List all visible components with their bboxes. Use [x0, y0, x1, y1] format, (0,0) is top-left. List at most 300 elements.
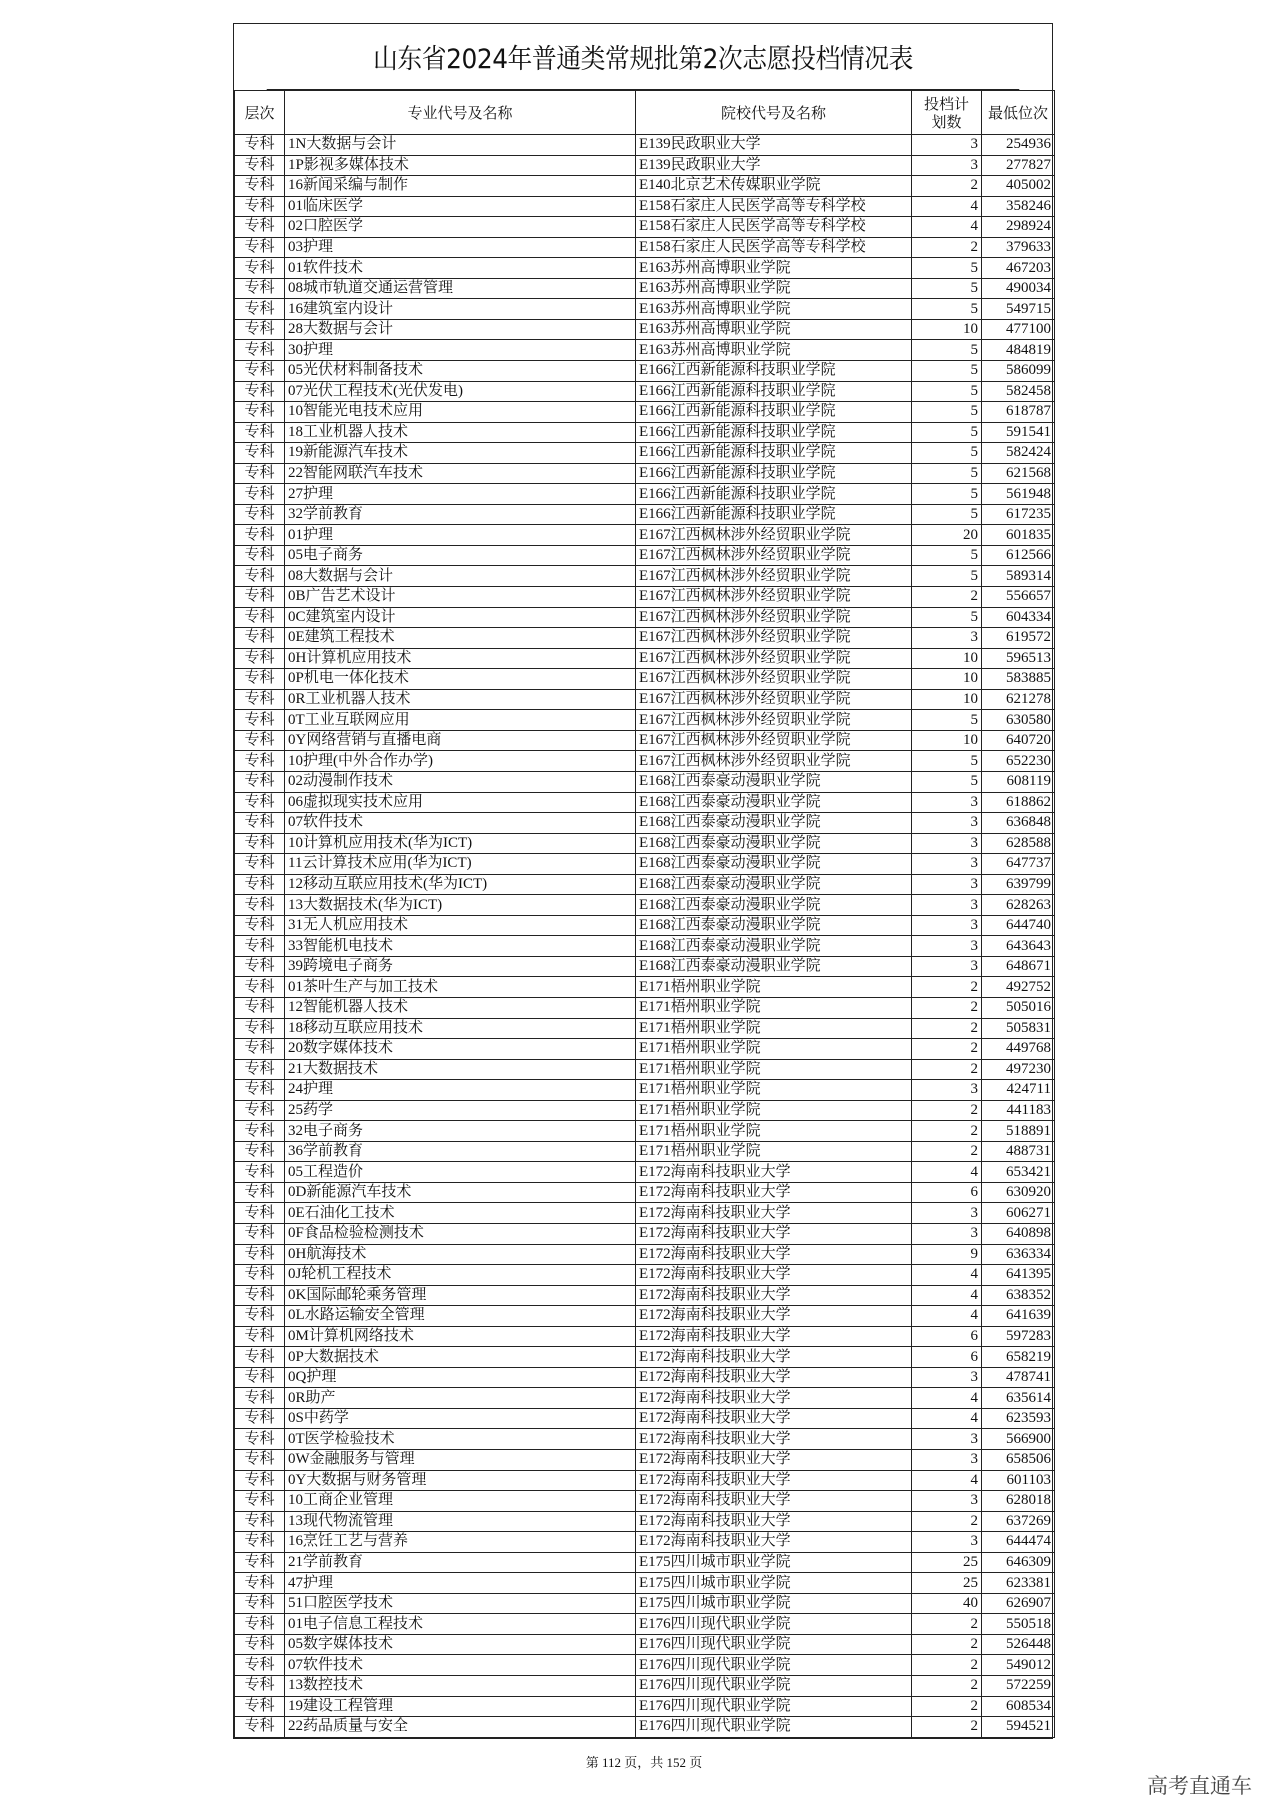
cell-rank: 597283: [982, 1326, 1055, 1347]
table-row: [235, 1676, 1055, 1697]
cell-rank: 556657: [982, 587, 1055, 608]
cell-level: 专科: [235, 1470, 285, 1491]
cell-level: 专科: [235, 751, 285, 772]
cell-school: E163苏州高博职业学院: [636, 278, 912, 299]
cell-rank: 638352: [982, 1285, 1055, 1306]
cell-level: 专科: [235, 319, 285, 340]
cell-major: 13大数据技术(华为ICT): [285, 895, 636, 916]
cell-school: E167江西枫林涉外经贸职业学院: [636, 648, 912, 669]
cell-major: 25药学: [285, 1100, 636, 1121]
cell-major: 0T医学检验技术: [285, 1429, 636, 1450]
cell-major: 0K国际邮轮乘务管理: [285, 1285, 636, 1306]
cell-major: 10工商企业管理: [285, 1491, 636, 1512]
table-row: [235, 1429, 1055, 1450]
cell-rank: 561948: [982, 484, 1055, 505]
header-major: 专业代号及名称: [285, 91, 636, 135]
table-row: [235, 1696, 1055, 1717]
cell-major: 01护理: [285, 525, 636, 546]
cell-school: E168江西泰豪动漫职业学院: [636, 792, 912, 813]
cell-major: 20数字媒体技术: [285, 1039, 636, 1060]
cell-major: 0P大数据技术: [285, 1347, 636, 1368]
cell-rank: 636334: [982, 1244, 1055, 1265]
cell-level: 专科: [235, 874, 285, 895]
cell-major: 07光伏工程技术(光伏发电): [285, 381, 636, 402]
cell-rank: 640720: [982, 730, 1055, 751]
cell-level: 专科: [235, 956, 285, 977]
cell-school: E176四川现代职业学院: [636, 1634, 912, 1655]
table-row: [235, 1367, 1055, 1388]
cell-major: 18移动互联应用技术: [285, 1018, 636, 1039]
cell-level: 专科: [235, 648, 285, 669]
cell-major: 24护理: [285, 1080, 636, 1101]
cell-major: 22智能网联汽车技术: [285, 463, 636, 484]
cell-rank: 623593: [982, 1408, 1055, 1429]
cell-major: 08城市轨道交通运营管理: [285, 278, 636, 299]
cell-level: 专科: [235, 628, 285, 649]
cell-level: 专科: [235, 1717, 285, 1738]
cell-school: E167江西枫林涉外经贸职业学院: [636, 525, 912, 546]
cell-plan: 10: [912, 669, 982, 690]
cell-level: 专科: [235, 854, 285, 875]
cell-major: 0F食品检验检测技术: [285, 1223, 636, 1244]
cell-rank: 449768: [982, 1039, 1055, 1060]
cell-rank: 612566: [982, 545, 1055, 566]
cell-rank: 608534: [982, 1696, 1055, 1717]
cell-major: 0J轮机工程技术: [285, 1265, 636, 1286]
table-row: [235, 771, 1055, 792]
table-row: [235, 299, 1055, 320]
cell-school: E168江西泰豪动漫职业学院: [636, 833, 912, 854]
cell-plan: 5: [912, 381, 982, 402]
cell-major: 0H航海技术: [285, 1244, 636, 1265]
cell-level: 专科: [235, 566, 285, 587]
cell-major: 36学前教育: [285, 1141, 636, 1162]
cell-major: 31无人机应用技术: [285, 915, 636, 936]
cell-level: 专科: [235, 730, 285, 751]
table-row: [235, 278, 1055, 299]
cell-school: E166江西新能源科技职业学院: [636, 422, 912, 443]
cell-level: 专科: [235, 361, 285, 382]
table-row: [235, 997, 1055, 1018]
table-row: [235, 1080, 1055, 1101]
cell-level: 专科: [235, 299, 285, 320]
cell-plan: 3: [912, 1491, 982, 1512]
cell-school: E171梧州职业学院: [636, 1121, 912, 1142]
cell-plan: 4: [912, 217, 982, 238]
admission-table-sheet: [233, 23, 1053, 1739]
cell-level: 专科: [235, 1162, 285, 1183]
table-row: [235, 1141, 1055, 1162]
cell-school: E171梧州职业学院: [636, 1018, 912, 1039]
cell-level: 专科: [235, 710, 285, 731]
cell-level: 专科: [235, 915, 285, 936]
cell-level: 专科: [235, 545, 285, 566]
cell-major: 0E石油化工技术: [285, 1203, 636, 1224]
cell-plan: 5: [912, 422, 982, 443]
cell-major: 0Y网络营销与直播电商: [285, 730, 636, 751]
cell-school: E139民政职业大学: [636, 155, 912, 176]
cell-rank: 658219: [982, 1347, 1055, 1368]
cell-school: E140北京艺术传媒职业学院: [636, 176, 912, 197]
cell-major: 30护理: [285, 340, 636, 361]
table-row: [235, 833, 1055, 854]
cell-rank: 646309: [982, 1552, 1055, 1573]
cell-rank: 652230: [982, 751, 1055, 772]
table-row: [235, 361, 1055, 382]
table-row: [235, 936, 1055, 957]
table-row: [235, 319, 1055, 340]
cell-school: E166江西新能源科技职业学院: [636, 504, 912, 525]
cell-major: 01临床医学: [285, 196, 636, 217]
cell-level: 专科: [235, 1511, 285, 1532]
cell-rank: 628018: [982, 1491, 1055, 1512]
table-row: [235, 1285, 1055, 1306]
cell-major: 0E建筑工程技术: [285, 628, 636, 649]
cell-plan: 3: [912, 792, 982, 813]
cell-rank: 589314: [982, 566, 1055, 587]
cell-level: 专科: [235, 484, 285, 505]
cell-rank: 572259: [982, 1676, 1055, 1697]
cell-level: 专科: [235, 381, 285, 402]
cell-rank: 488731: [982, 1141, 1055, 1162]
cell-major: 02口腔医学: [285, 217, 636, 238]
cell-plan: 3: [912, 1429, 982, 1450]
cell-plan: 5: [912, 443, 982, 464]
cell-rank: 601835: [982, 525, 1055, 546]
cell-plan: 2: [912, 997, 982, 1018]
cell-plan: 5: [912, 504, 982, 525]
cell-level: 专科: [235, 771, 285, 792]
cell-plan: 4: [912, 1162, 982, 1183]
cell-school: E176四川现代职业学院: [636, 1676, 912, 1697]
cell-rank: 630580: [982, 710, 1055, 731]
cell-major: 0Q护理: [285, 1367, 636, 1388]
cell-school: E172海南科技职业大学: [636, 1388, 912, 1409]
cell-school: E171梧州职业学院: [636, 977, 912, 998]
cell-plan: 3: [912, 854, 982, 875]
cell-major: 27护理: [285, 484, 636, 505]
cell-level: 专科: [235, 895, 285, 916]
cell-major: 05电子商务: [285, 545, 636, 566]
cell-rank: 478741: [982, 1367, 1055, 1388]
cell-plan: 5: [912, 278, 982, 299]
admission-table: [234, 90, 1055, 1738]
cell-plan: 5: [912, 340, 982, 361]
cell-plan: 3: [912, 1532, 982, 1553]
cell-school: E176四川现代职业学院: [636, 1655, 912, 1676]
cell-plan: 2: [912, 1121, 982, 1142]
cell-rank: 643643: [982, 936, 1055, 957]
cell-rank: 379633: [982, 237, 1055, 258]
cell-major: 32学前教育: [285, 504, 636, 525]
cell-level: 专科: [235, 1532, 285, 1553]
cell-level: 专科: [235, 1141, 285, 1162]
cell-rank: 490034: [982, 278, 1055, 299]
cell-major: 39跨境电子商务: [285, 956, 636, 977]
cell-major: 0M计算机网络技术: [285, 1326, 636, 1347]
cell-level: 专科: [235, 1696, 285, 1717]
header-level: 层次: [235, 91, 285, 135]
cell-level: 专科: [235, 1059, 285, 1080]
cell-rank: 635614: [982, 1388, 1055, 1409]
cell-level: 专科: [235, 1306, 285, 1327]
cell-school: E175四川城市职业学院: [636, 1593, 912, 1614]
cell-rank: 358246: [982, 196, 1055, 217]
cell-plan: 3: [912, 155, 982, 176]
cell-major: 16烹饪工艺与营养: [285, 1532, 636, 1553]
cell-school: E139民政职业大学: [636, 135, 912, 156]
cell-plan: 5: [912, 545, 982, 566]
cell-plan: 3: [912, 833, 982, 854]
table-header-row: [235, 91, 1055, 135]
cell-level: 专科: [235, 1634, 285, 1655]
cell-plan: 4: [912, 1470, 982, 1491]
cell-school: E172海南科技职业大学: [636, 1265, 912, 1286]
table-row: [235, 1244, 1055, 1265]
cell-rank: 606271: [982, 1203, 1055, 1224]
header-rank: 最低位次: [982, 91, 1055, 135]
cell-rank: 596513: [982, 648, 1055, 669]
header-plan: 投档计划数: [912, 91, 982, 135]
cell-level: 专科: [235, 443, 285, 464]
cell-level: 专科: [235, 155, 285, 176]
cell-major: 01茶叶生产与加工技术: [285, 977, 636, 998]
cell-rank: 254936: [982, 135, 1055, 156]
cell-plan: 3: [912, 936, 982, 957]
cell-major: 0C建筑室内设计: [285, 607, 636, 628]
cell-level: 专科: [235, 237, 285, 258]
table-row: [235, 1491, 1055, 1512]
cell-level: 专科: [235, 1552, 285, 1573]
cell-plan: 10: [912, 648, 982, 669]
cell-school: E158石家庄人民医学高等专科学校: [636, 196, 912, 217]
cell-school: E166江西新能源科技职业学院: [636, 381, 912, 402]
cell-major: 01电子信息工程技术: [285, 1614, 636, 1635]
table-row: [235, 258, 1055, 279]
table-row: [235, 1121, 1055, 1142]
table-row: [235, 1039, 1055, 1060]
cell-school: E163苏州高博职业学院: [636, 340, 912, 361]
cell-school: E172海南科技职业大学: [636, 1223, 912, 1244]
cell-rank: 467203: [982, 258, 1055, 279]
cell-level: 专科: [235, 1100, 285, 1121]
table-row: [235, 176, 1055, 197]
table-row: [235, 1018, 1055, 1039]
cell-level: 专科: [235, 1265, 285, 1286]
cell-rank: 647737: [982, 854, 1055, 875]
cell-plan: 6: [912, 1326, 982, 1347]
cell-major: 0L水路运输安全管理: [285, 1306, 636, 1327]
table-row: [235, 1326, 1055, 1347]
cell-rank: 441183: [982, 1100, 1055, 1121]
cell-school: E158石家庄人民医学高等专科学校: [636, 237, 912, 258]
cell-rank: 619572: [982, 628, 1055, 649]
cell-school: E167江西枫林涉外经贸职业学院: [636, 628, 912, 649]
cell-level: 专科: [235, 1614, 285, 1635]
cell-level: 专科: [235, 1080, 285, 1101]
cell-level: 专科: [235, 463, 285, 484]
cell-major: 13现代物流管理: [285, 1511, 636, 1532]
cell-rank: 639799: [982, 874, 1055, 895]
cell-plan: 10: [912, 689, 982, 710]
cell-plan: 3: [912, 1450, 982, 1471]
cell-level: 专科: [235, 1491, 285, 1512]
cell-major: 47护理: [285, 1573, 636, 1594]
cell-major: 10计算机应用技术(华为ICT): [285, 833, 636, 854]
page-number: 第 112 页，共 152 页: [585, 1755, 703, 1770]
cell-school: E172海南科技职业大学: [636, 1162, 912, 1183]
cell-major: 03护理: [285, 237, 636, 258]
page-title: 山东省2024年普通类常规批第2次志愿投档情况表: [267, 24, 1020, 90]
cell-plan: 3: [912, 1080, 982, 1101]
cell-level: 专科: [235, 1223, 285, 1244]
cell-plan: 2: [912, 977, 982, 998]
table-row: [235, 1408, 1055, 1429]
cell-level: 专科: [235, 422, 285, 443]
cell-school: E172海南科技职业大学: [636, 1182, 912, 1203]
cell-plan: 4: [912, 1388, 982, 1409]
cell-level: 专科: [235, 504, 285, 525]
cell-school: E168江西泰豪动漫职业学院: [636, 956, 912, 977]
cell-school: E171梧州职业学院: [636, 1059, 912, 1080]
cell-plan: 4: [912, 1408, 982, 1429]
cell-school: E163苏州高博职业学院: [636, 299, 912, 320]
cell-major: 0R工业机器人技术: [285, 689, 636, 710]
cell-school: E167江西枫林涉外经贸职业学院: [636, 710, 912, 731]
cell-school: E166江西新能源科技职业学院: [636, 463, 912, 484]
cell-school: E171梧州职业学院: [636, 1141, 912, 1162]
cell-level: 专科: [235, 689, 285, 710]
cell-plan: 2: [912, 1039, 982, 1060]
cell-major: 22药品质量与安全: [285, 1717, 636, 1738]
cell-major: 0P机电一体化技术: [285, 669, 636, 690]
table-row: [235, 1614, 1055, 1635]
cell-plan: 4: [912, 196, 982, 217]
cell-school: E172海南科技职业大学: [636, 1408, 912, 1429]
table-row: [235, 1162, 1055, 1183]
cell-rank: 628588: [982, 833, 1055, 854]
cell-school: E171梧州职业学院: [636, 997, 912, 1018]
cell-plan: 3: [912, 956, 982, 977]
cell-plan: 2: [912, 1511, 982, 1532]
table-row: [235, 1511, 1055, 1532]
table-row: [235, 1100, 1055, 1121]
cell-school: E172海南科技职业大学: [636, 1203, 912, 1224]
cell-rank: 621568: [982, 463, 1055, 484]
cell-major: 21学前教育: [285, 1552, 636, 1573]
cell-major: 16新闻采编与制作: [285, 176, 636, 197]
cell-major: 07软件技术: [285, 813, 636, 834]
table-row: [235, 545, 1055, 566]
cell-major: 51口腔医学技术: [285, 1593, 636, 1614]
cell-plan: 3: [912, 874, 982, 895]
cell-rank: 623381: [982, 1573, 1055, 1594]
cell-plan: 5: [912, 566, 982, 587]
cell-rank: 608119: [982, 771, 1055, 792]
cell-rank: 640898: [982, 1223, 1055, 1244]
cell-rank: 526448: [982, 1634, 1055, 1655]
cell-school: E176四川现代职业学院: [636, 1717, 912, 1738]
table-row: [235, 751, 1055, 772]
cell-school: E171梧州职业学院: [636, 1080, 912, 1101]
cell-plan: 2: [912, 1141, 982, 1162]
cell-level: 专科: [235, 1347, 285, 1368]
cell-level: 专科: [235, 402, 285, 423]
cell-school: E168江西泰豪动漫职业学院: [636, 874, 912, 895]
table-row: [235, 340, 1055, 361]
cell-major: 01软件技术: [285, 258, 636, 279]
cell-school: E168江西泰豪动漫职业学院: [636, 854, 912, 875]
cell-plan: 5: [912, 771, 982, 792]
cell-major: 0W金融服务与管理: [285, 1450, 636, 1471]
cell-school: E166江西新能源科技职业学院: [636, 484, 912, 505]
cell-major: 0T工业互联网应用: [285, 710, 636, 731]
cell-plan: 3: [912, 628, 982, 649]
cell-plan: 6: [912, 1182, 982, 1203]
cell-rank: 594521: [982, 1717, 1055, 1738]
table-row: [235, 628, 1055, 649]
cell-level: 专科: [235, 1676, 285, 1697]
cell-school: E172海南科技职业大学: [636, 1244, 912, 1265]
table-row: [235, 648, 1055, 669]
cell-school: E176四川现代职业学院: [636, 1696, 912, 1717]
cell-plan: 4: [912, 1265, 982, 1286]
cell-level: 专科: [235, 258, 285, 279]
cell-level: 专科: [235, 1244, 285, 1265]
cell-school: E172海南科技职业大学: [636, 1429, 912, 1450]
cell-plan: 4: [912, 1306, 982, 1327]
table-row: [235, 1388, 1055, 1409]
table-row: [235, 1182, 1055, 1203]
cell-level: 专科: [235, 1182, 285, 1203]
cell-level: 专科: [235, 1573, 285, 1594]
cell-major: 05光伏材料制备技术: [285, 361, 636, 382]
cell-plan: 5: [912, 299, 982, 320]
table-row: [235, 977, 1055, 998]
cell-school: E175四川城市职业学院: [636, 1552, 912, 1573]
cell-school: E172海南科技职业大学: [636, 1450, 912, 1471]
table-row: [235, 895, 1055, 916]
table-row: [235, 1265, 1055, 1286]
table-row: [235, 1593, 1055, 1614]
cell-rank: 644474: [982, 1532, 1055, 1553]
cell-rank: 641395: [982, 1265, 1055, 1286]
table-row: [235, 1450, 1055, 1471]
cell-plan: 3: [912, 915, 982, 936]
cell-rank: 617235: [982, 504, 1055, 525]
cell-level: 专科: [235, 135, 285, 156]
cell-school: E163苏州高博职业学院: [636, 319, 912, 340]
table-row: [235, 710, 1055, 731]
cell-rank: 582458: [982, 381, 1055, 402]
cell-school: E172海南科技职业大学: [636, 1347, 912, 1368]
cell-plan: 2: [912, 1018, 982, 1039]
cell-level: 专科: [235, 1593, 285, 1614]
cell-plan: 5: [912, 751, 982, 772]
cell-major: 11云计算技术应用(华为ICT): [285, 854, 636, 875]
cell-plan: 5: [912, 484, 982, 505]
table-row: [235, 813, 1055, 834]
cell-rank: 628263: [982, 895, 1055, 916]
table-row: [235, 1203, 1055, 1224]
cell-major: 21大数据技术: [285, 1059, 636, 1080]
cell-school: E172海南科技职业大学: [636, 1511, 912, 1532]
table-row: [235, 669, 1055, 690]
cell-level: 专科: [235, 1018, 285, 1039]
cell-plan: 3: [912, 895, 982, 916]
table-row: [235, 689, 1055, 710]
cell-level: 专科: [235, 217, 285, 238]
